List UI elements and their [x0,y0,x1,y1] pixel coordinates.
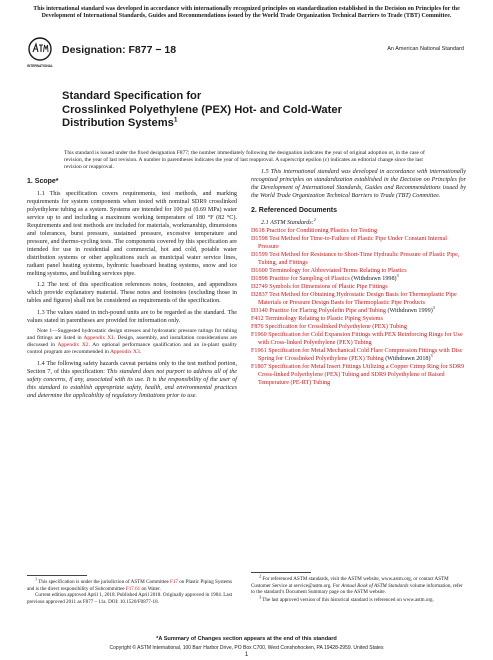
reference-item [251,251,466,267]
reference-title-link[interactable]: Practice for Sampling of Plastics [267,275,350,282]
reference-item [251,315,466,323]
reference-code-link[interactable]: D2837 [251,291,268,298]
reference-item [251,331,466,347]
reference-title-link[interactable]: Terminology Relating to Plastic Piping Systems [263,315,383,322]
reference-footnote-ref: 3 [432,304,435,310]
committee-f17-link[interactable]: F17 [170,579,178,585]
summary-of-changes-note: *A Summary of Changes section appears at the end of this standard [156,636,337,642]
reference-code-link[interactable]: D2749 [251,283,268,290]
title-line-1: Standard Specification for [62,90,202,102]
page-number: 1 [244,652,249,658]
section-1-2: 1.2 The text of this specification references notes, footnotes, and appendixes which provide explanatory material. These notes and footnotes (excluding those in tables and figures) shall not be considered as requirements of the specification. [27,282,237,304]
right-footnotes [251,572,466,603]
reference-item [251,235,466,251]
reference-title-link[interactable]: Practice for Flaring Polyolefin Pipe and Tubing [267,307,386,314]
footnote-1-current-edition: Current edition approved April 1, 2018. Published April 2018. Originally approved in 1984. Last previous approved 2011 as F877 – 11a. DOI: 10.1520/F0877-18. [27,592,233,605]
scope-heading: 1. Scope* [27,178,59,185]
right-column [251,168,466,387]
left-footnotes [27,575,237,605]
reference-code-link[interactable]: F1961 [251,347,267,354]
reference-item [251,267,466,278]
reference-item [251,283,466,291]
reference-title-link[interactable]: Practice for Conditioning Plastics for Testing [264,227,378,234]
designation: Designation: F877 − 18 [62,44,177,56]
copyright-line: Copyright © ASTM International, 100 Barr Harbor Drive, PO Box C700, West Conshohocken, PA 19428-2959. United States [109,645,384,651]
reference-title-link[interactable]: Specification for Metal Insert Fittings Utilizing a Copper Crimp Ring for SDR9 Cross-linked Polyethylene (PEX) Tubing and SDR9 Polyethylene of Raised Temperature (PE-RT) Tubing [258,363,465,386]
title-line-3: Distribution Systems [62,117,174,129]
standards-notice: This international standard was developed in accordance with internationally recognized principles on standardization established in the Decision on Principles for the Development of International Standards, Guides and Recommendations issued by the World Trade Organization Technical Barriers to Trade (TBT) Committee. [33,6,460,20]
section-1-4: 1.4 The following safety hazards caveat pertains only to the test method portion, Section 7, of this specification: This standard does not purport to address all of the safety concerns, if any, associated with its use. It is the responsibility of the user of this standard to establish appropriate safety, health, and environmental practices and determine the applicability of regulatory limitations prior to use. [27,360,237,399]
footnote-2: $^2$ For referenced ASTM standards, visit the ASTM website, www.astm.org, or contact ASTM Customer Service at service@astm.org. For Annual Book of ASTM Standards volume information, refer to the standard’s Document Summary page on the ASTM website. [251,573,463,596]
references-heading: 2. Referenced Documents [251,207,337,214]
title-footnote-ref: 1 [173,116,178,124]
reference-code-link[interactable]: F1807 [251,363,267,370]
reference-withdrawn-note: (Withdrawn 1998) [349,275,397,282]
national-standard-label: An American National Standard [387,46,464,52]
subcommittee-link[interactable]: F17.61 [125,585,141,592]
reference-code-link[interactable]: D3140 [251,307,268,314]
appendix-x2-link[interactable]: Appendix X2 [57,342,89,348]
left-column [27,178,237,400]
reference-code-link[interactable]: F412 [251,315,264,322]
astm-logo-icon [27,37,53,71]
reference-footnote-ref: 3 [430,352,433,358]
reference-list [251,227,466,387]
reference-code-link[interactable]: D618 [251,227,265,234]
reference-code-link[interactable]: D1600 [251,267,268,274]
reference-title-link[interactable]: Terminology for Abbreviated Terms Relating to Plastics [267,267,407,274]
footnote-1: $^1$ This specification is under the jurisdiction of ASTM Committee F17 on Plastic Piping Systems and is the direct responsibility of Subcommittee F17.61 on Water. [27,576,232,592]
reference-title-link[interactable]: Symbols for Dimensions of Plastic Pipe Fittings [267,283,388,290]
reference-item [251,227,466,235]
reference-code-link[interactable]: D1599 [251,251,268,258]
footnote-3: $^3$ The last approved version of this historical standard is referenced on www.astm.org. [259,594,434,603]
reference-item [251,323,466,331]
reference-title-link[interactable]: Test Method for Obtaining Hydrostatic Design Basis for Thermoplastic Pipe Materials or Pressure Design Basis for Thermoplastic Pipe Products [258,291,457,306]
document-title [62,90,442,131]
issued-note: This standard is issued under the fixed designation F877; the number immediately following the designation indicates the year of original adoption or, in the case of revision, the year of last revision. A number in parentheses indicates the year of last reapproval. A superscript epsilon (ε) indicates an editorial change since the last revision or reapproval. [64,150,425,170]
logo-text: INTERNATIONAL [27,64,53,68]
reference-code-link[interactable]: F1960 [251,331,267,338]
section-1-1: 1.1 This specification covers requirements, test methods, and marking requirements for system components when tested with nominal SDR9 crosslinked polyethylene tubing as a system. Systems are intended for 100 psi (0.69 MPa) water service up to and including a maximum working temperature of 180 °F (82 °C). Requirements and test methods are included for materials, workmanship, dimensions and tolerances, burst pressure, sustained pressure, excessive temperature and pressure, and thermo-cycling tests. The components covered by this specification are intended for use in residential and commercial, hot and cold, potable water distribution systems or other applications such as municipal water service lines, radiant panel heating systems, hydronic baseboard heating systems, snow and ice melting systems, and building services pipe. [27,190,237,277]
title-line-2: Crosslinked Polyethylene (PEX) Hot- and Cold-Water [62,103,342,116]
reference-code-link[interactable]: F876 [251,323,264,330]
reference-item [251,272,466,283]
reference-item [251,347,466,363]
reference-title-link[interactable]: Specification for Metal Mechanical Cold Flare Compression Fittings with Disc Spring for Crosslinked Polyethylene (PEX) Tubing [258,347,463,362]
reference-footnote-ref: 3 [396,272,399,278]
reference-withdrawn-note: (Withdrawn 2018) [383,355,431,362]
reference-title-link[interactable]: Test Method for Time-to-Failure of Plastic Pipe Under Constant Internal Pressure [258,235,447,250]
reference-item [251,363,466,387]
reference-title-link[interactable]: Specification for Cold Expansion Fittings with PEX Reinforcing Rings for Use with Cross-linked Polyethylene (PEX) Tubing [258,331,463,346]
note-1: Note 1—Suggested hydrostatic design stresses and hydrostatic pressure ratings for tubing and fittings are listed in Appendix X1. Design, assembly, and installation considerations are discussed in Appendix X2. An optional performance qualification and an in-plant quality control program are recommended in Appendix X3. [27,328,237,355]
reference-code-link[interactable]: D1598 [251,235,268,242]
reference-item [251,304,466,315]
reference-title-link[interactable]: Test Method for Resistance to Short-Time Hydraulic Pressure of Plastic Pipe, Tubing, and Fittings [258,251,460,266]
appendix-x3-link[interactable]: Appendix X3 [109,349,140,355]
reference-title-link[interactable]: Specification for Crosslinked Polyethylene (PEX) Tubing [263,323,407,330]
reference-code-link[interactable]: D1898 [251,275,268,282]
section-1-3: 1.3 The values stated in inch-pound units are to be regarded as the standard. The values stated in parentheses are provided for information only. [27,309,237,324]
reference-withdrawn-note: (Withdrawn 1999) [385,307,433,314]
astm-standards-subheading: 2.1 ASTM Standards:$^2$ [261,216,316,226]
section-1-5: 1.5 This international standard was developed in accordance with internationally recognized principles on standardization established in the Decision on Principles for the Development of International Standards, Guides and Recommendations issued by the World Trade Organization Technical Barriers to Trade (TBT) Committee. [251,169,466,199]
appendix-x1-link[interactable]: Appendix X1 [83,335,114,341]
